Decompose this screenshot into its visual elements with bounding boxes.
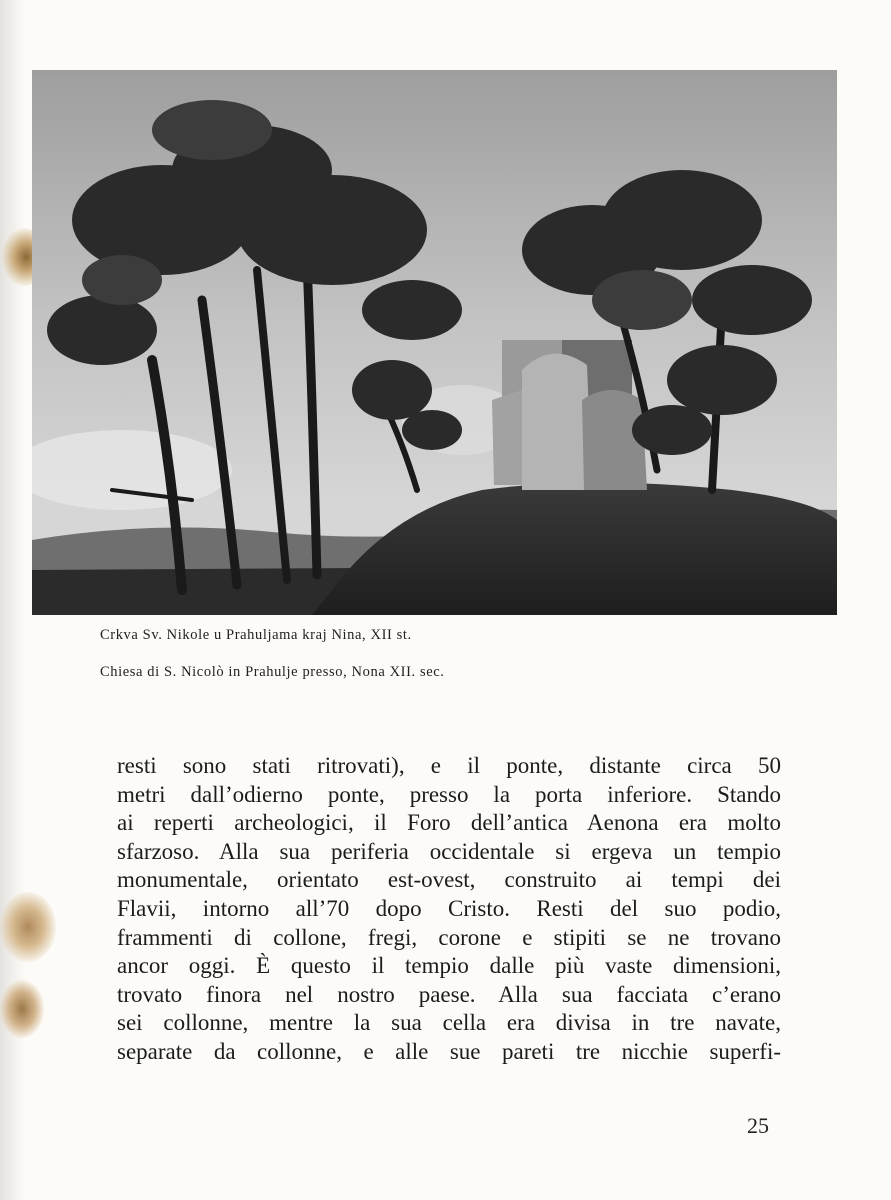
text-line: Flavii, intorno all’70 dopo Cristo. Resti del suo podio,	[117, 895, 781, 921]
text-line: sfarzoso. Alla sua periferia occidentale si ergeva un tempio	[117, 838, 781, 864]
text-line: monumentale, orientato est-ovest, construito ai tempi dei	[117, 867, 781, 893]
page-number: 25	[747, 1113, 769, 1138]
text-line: ai reperti archeologici, il Foro dell’antica Aenona era molto	[117, 810, 781, 836]
text-line: separate da collonne, e alle sue pareti tre nicchie superfi-	[117, 1038, 781, 1064]
text-line: frammenti di collone, fregi, corone e stipiti se ne trovano	[117, 924, 781, 950]
figure-caption-italian: Chiesa di S. Nicolò in Prahulje presso, Nona XII. sec.	[100, 664, 445, 680]
text-line: trovato finora nel nostro paese. Alla sua facciata c’erano	[117, 981, 781, 1007]
text-line: ancor oggi. È questo il tempio dalle più vaste dimensioni,	[117, 953, 781, 979]
figure-caption-croatian: Crkva Sv. Nikole u Prahuljama kraj Nina, XII st.	[100, 627, 412, 643]
water-stain	[0, 892, 56, 962]
church-photograph	[32, 70, 837, 615]
text-line: sei collonne, mentre la sua cella era divisa in tre navate,	[117, 1010, 781, 1036]
body-paragraph	[117, 752, 781, 1067]
text-line: resti sono stati ritrovati), e il ponte, distante circa 50	[117, 753, 781, 778]
text-line: metri dall’odierno ponte, presso la porta inferiore. Stando	[117, 781, 781, 807]
water-stain	[0, 980, 44, 1038]
